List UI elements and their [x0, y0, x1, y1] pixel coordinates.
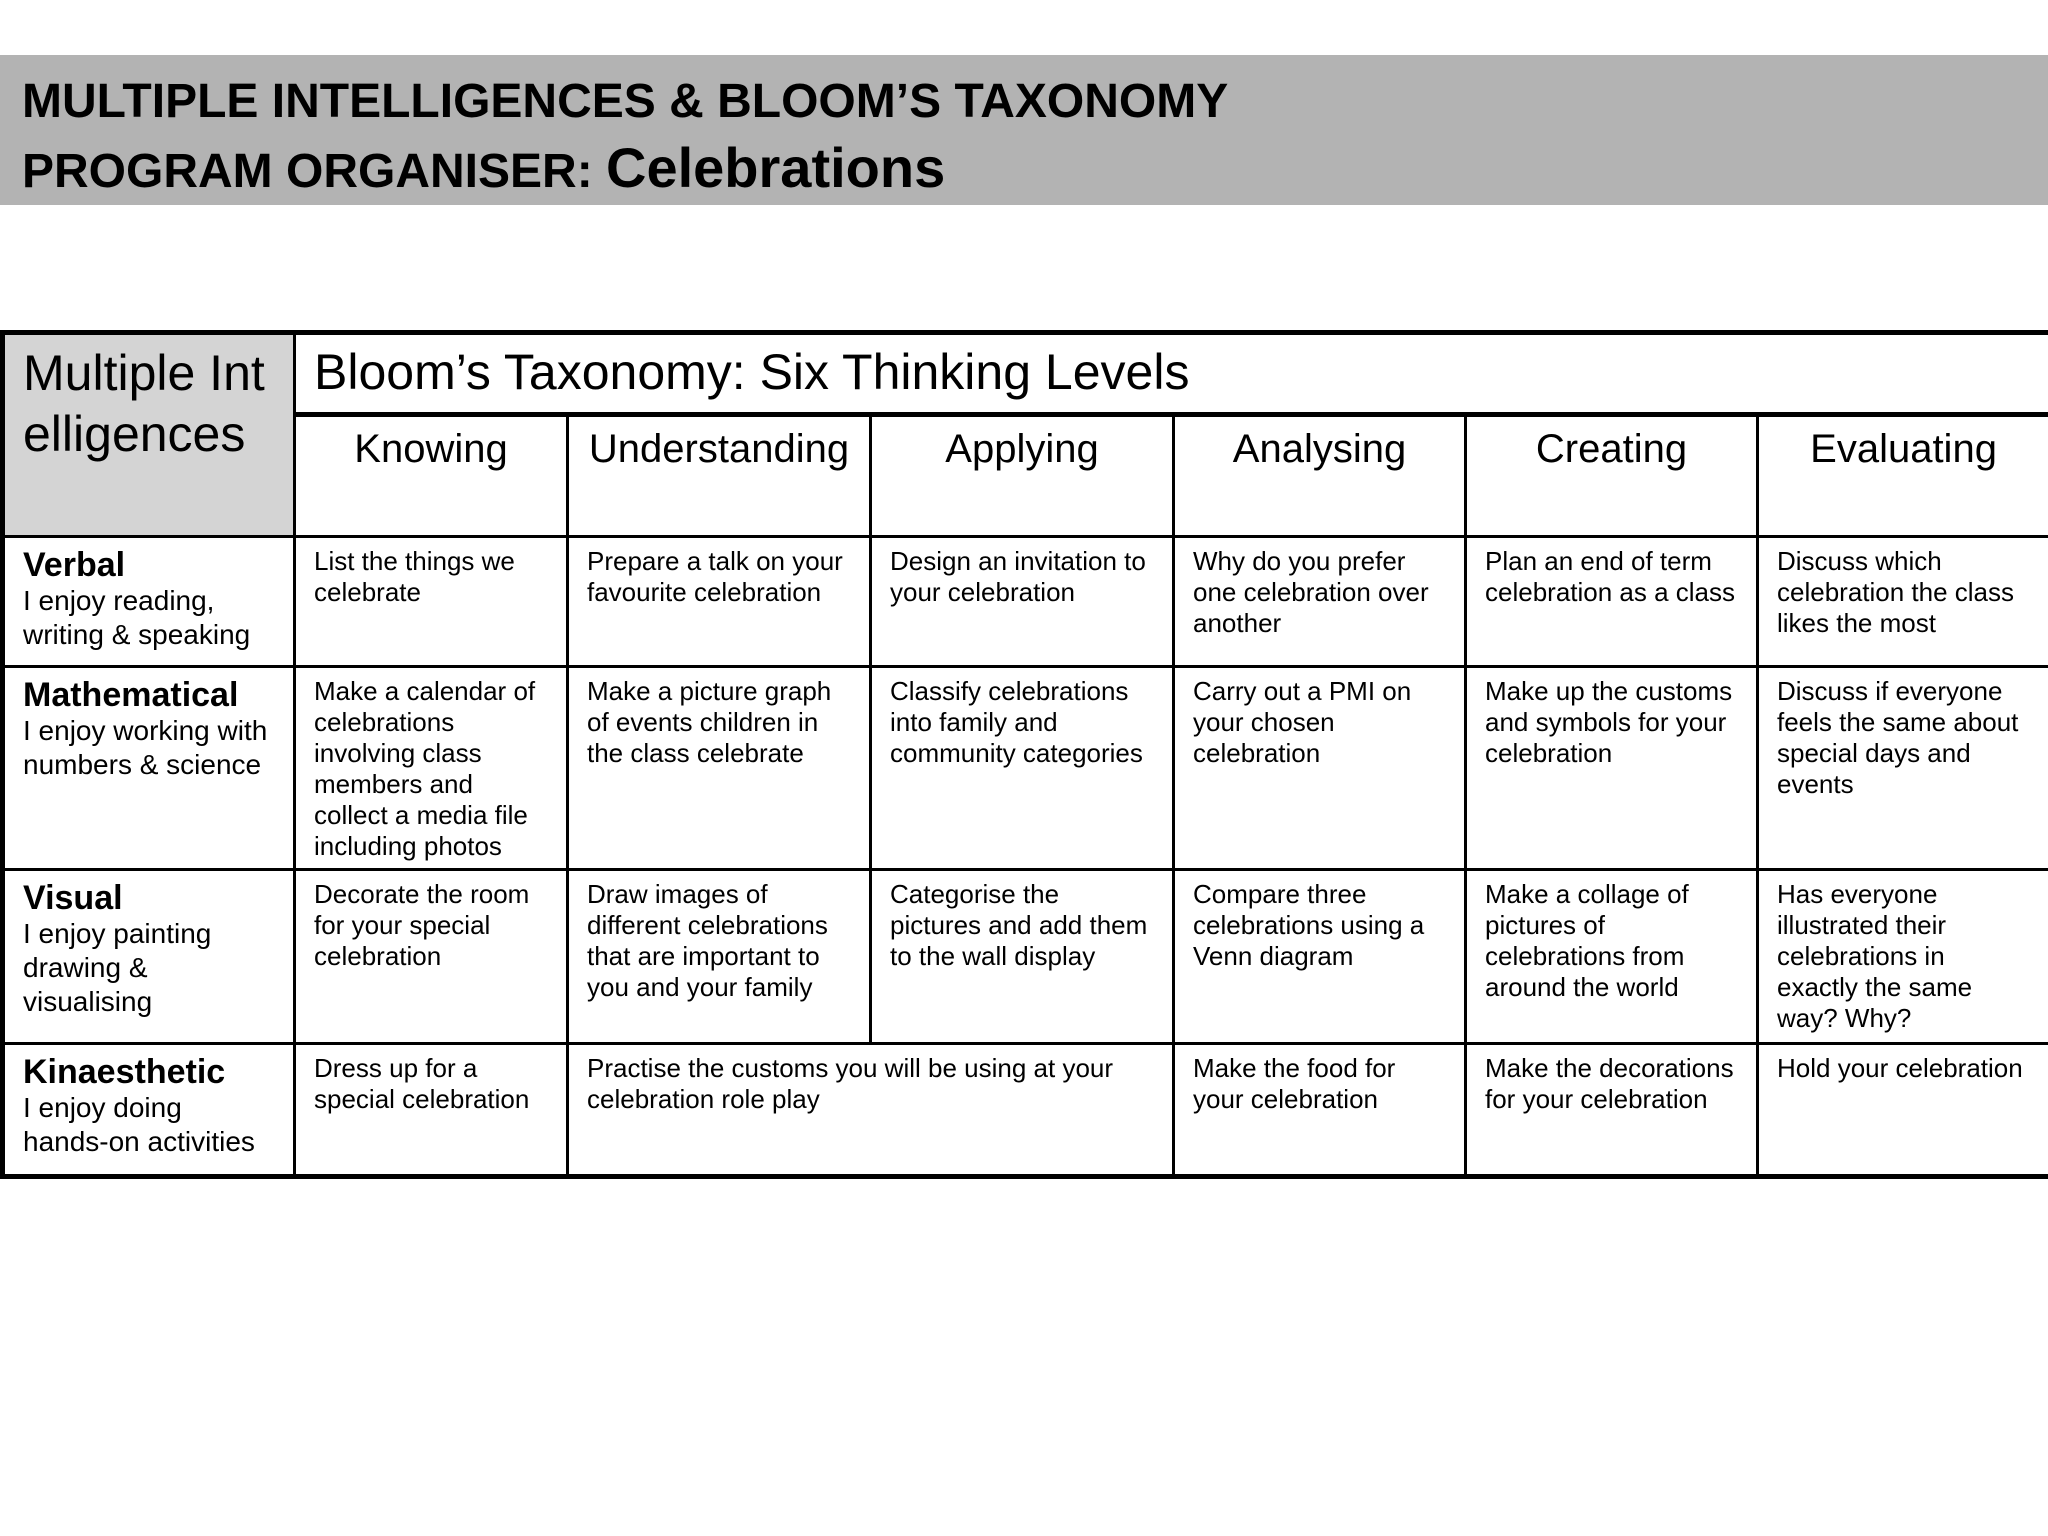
activity-cell: Make a calendar of celebrations involving class members and collect a media file including photos — [295, 667, 568, 870]
level-knowing: Knowing — [295, 415, 568, 537]
table-header-row — [3, 333, 2048, 415]
thinking-levels-row — [3, 415, 2048, 537]
table-row-mathematical — [3, 667, 2048, 870]
activity-cell: Discuss which celebration the class likes the most — [1758, 537, 2048, 667]
table-row-verbal — [3, 537, 2048, 667]
page-title-line-2 — [22, 135, 2048, 205]
page-title-line-1: MULTIPLE INTELLIGENCES & BLOOM’S TAXONOMY — [22, 75, 1229, 128]
activity-cell: Compare three celebrations using a Venn diagram — [1174, 870, 1466, 1044]
level-understanding: Understanding — [568, 415, 871, 537]
activity-cell: Classify celebrations into family and community categories — [871, 667, 1174, 870]
activity-cell: Design an invitation to your celebration — [871, 537, 1174, 667]
activity-cell: Categorise the pictures and add them to the wall display — [871, 870, 1174, 1044]
intelligence-description: I enjoy reading, writing & speaking — [23, 585, 251, 650]
activity-cell: Make a picture graph of events children in the class celebrate — [568, 667, 871, 870]
activity-cell: Carry out a PMI on your chosen celebration — [1174, 667, 1466, 870]
table-row-visual — [3, 870, 2048, 1044]
activity-cell: Make the decorations for your celebration — [1466, 1044, 1758, 1177]
activity-cell: Make the food for your celebration — [1174, 1044, 1466, 1177]
activity-cell: Make up the customs and symbols for your celebration — [1466, 667, 1758, 870]
intelligence-cell-visual — [3, 870, 295, 1044]
activity-cell: Decorate the room for your special celebration — [295, 870, 568, 1044]
activity-cell: Draw images of different celebrations that are important to you and your family — [568, 870, 871, 1044]
level-analysing: Analysing — [1174, 415, 1466, 537]
program-organiser-table — [0, 330, 2048, 1179]
intelligence-description: I enjoy doing hands-on activities — [23, 1092, 255, 1157]
intelligence-cell-kinaesthetic — [3, 1044, 295, 1177]
activity-cell: Plan an end of term celebration as a class — [1466, 537, 1758, 667]
intelligence-name: Verbal — [23, 546, 126, 584]
activity-cell: Dress up for a special celebration — [295, 1044, 568, 1177]
intelligence-cell-mathematical — [3, 667, 295, 870]
activity-cell: Has everyone illustrated their celebrations in exactly the same way? Why? — [1758, 870, 2048, 1044]
intelligence-description: I enjoy painting drawing & visualising — [23, 918, 212, 1017]
activity-cell: Hold your celebration — [1758, 1044, 2048, 1177]
title-banner — [0, 55, 2048, 205]
activity-cell: Prepare a talk on your favourite celebration — [568, 537, 871, 667]
activity-cell: Discuss if everyone feels the same about special days and events — [1758, 667, 2048, 870]
blooms-taxonomy-header: Bloom’s Taxonomy: Six Thinking Levels — [295, 333, 2048, 415]
level-applying: Applying — [871, 415, 1174, 537]
activity-cell: List the things we celebrate — [295, 537, 568, 667]
page-title-topic: Celebrations — [606, 136, 946, 199]
intelligence-name: Mathematical — [23, 676, 239, 714]
multiple-intelligences-header: Multiple Intelligences — [3, 333, 295, 537]
intelligence-cell-verbal — [3, 537, 295, 667]
activity-cell-merged: Practise the customs you will be using at your celebration role play — [568, 1044, 1174, 1177]
level-evaluating: Evaluating — [1758, 415, 2048, 537]
intelligence-description: I enjoy working with numbers & science — [23, 715, 268, 780]
level-creating: Creating — [1466, 415, 1758, 537]
activity-cell: Make a collage of pictures of celebrations from around the world — [1466, 870, 1758, 1044]
activity-cell: Why do you prefer one celebration over another — [1174, 537, 1466, 667]
table-row-kinaesthetic — [3, 1044, 2048, 1177]
intelligence-name: Kinaesthetic — [23, 1053, 226, 1091]
intelligence-name: Visual — [23, 879, 123, 917]
page-title-prefix: PROGRAM ORGANISER: — [22, 145, 607, 198]
